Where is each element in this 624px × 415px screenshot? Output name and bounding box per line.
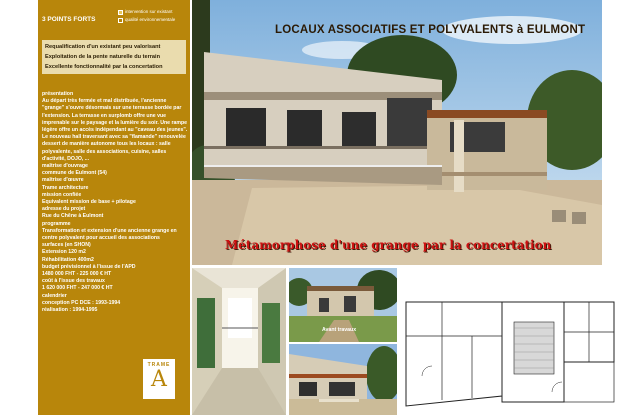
presentation-text: Au départ très fermée et mal distribuée, l'ancienne "grange" s'ouvre désormais sur une terrasse bordée par l'extension. La terrasse en surplomb offre une vue imprenable sur le paysage et la lumière du soir. Une rampe légère offre un accès indépendant au "caveau des jeunes". Le nouveau hall traversant avec sa "flamande" renouvelée dessert de manière autonome tous les locaux : salle polyvalente, salle des associations, cuisine, salles d'activité, DOJO, ... xyxy=(42,98,188,162)
legend-item-environment: qualité environnementale xyxy=(125,17,176,22)
schedule-label: calendrier xyxy=(42,292,67,299)
slogan: Métamorphose d'une grange par la concertation xyxy=(225,238,552,252)
interior-photo xyxy=(192,268,286,415)
logo-text: TRAME xyxy=(147,362,171,368)
key-points-heading: 3 POINTS FORTS xyxy=(42,16,96,23)
schedule-design: conception PC DCE : 1993-1994 xyxy=(42,299,121,306)
surface-rehab: Réhabilitation 400m2 xyxy=(42,256,94,263)
budget-label: budget prévisionnel à l'issue de l'APD xyxy=(42,263,136,270)
strengths-box xyxy=(42,40,186,74)
main-building-photo xyxy=(192,0,602,265)
surfaces-label: surfaces (en SHON) xyxy=(42,242,91,249)
project-details xyxy=(42,91,188,314)
logo-letter: A xyxy=(151,367,167,392)
mission-label: mission confiée xyxy=(42,191,82,198)
cost-label: coût à l'issue des travaux xyxy=(42,278,105,285)
checkbox-filled-icon xyxy=(118,10,123,15)
before-works-label: Avant travaux xyxy=(322,327,357,333)
schedule-build: réalisation : 1994-1995 xyxy=(42,307,98,314)
floor-plan xyxy=(402,296,620,412)
address-label: adresse du projet xyxy=(42,206,86,213)
client-value: commune de Eulmont (54) xyxy=(42,170,107,177)
program-label: programme xyxy=(42,220,71,227)
strength-item: Requalification d'un existant peu valorisant xyxy=(45,44,161,50)
legend xyxy=(118,8,175,24)
address-value: Rue du Chêne à Eulmont xyxy=(42,213,104,220)
surface-extension: Extension 120 m2 xyxy=(42,249,86,256)
page-title: LOCAUX ASSOCIATIFS ET POLYVALENTS à EULMONT xyxy=(275,24,586,36)
client-label: maîtrise d'ouvrage xyxy=(42,163,88,170)
checkbox-empty-icon xyxy=(118,18,123,23)
architect-label: maîtrise d'œuvre xyxy=(42,177,84,184)
info-sidebar xyxy=(38,0,190,415)
strength-item: Excellente fonctionnalité par la concertation xyxy=(45,64,163,70)
mission-value: Equivalent mission de base + pilotage xyxy=(42,199,136,206)
strength-item: Exploitation de la pente naturelle du terrain xyxy=(45,54,161,60)
cost-value: 1 620 000 FHT - 247 000 € HT xyxy=(42,285,113,292)
legend-item-existing: intervention sur existant xyxy=(125,9,173,14)
program-value: Transformation et extension d'une ancienne grange en centre polyvalent pour accueil des associations xyxy=(42,227,177,242)
budget-value: 1480 000 FHT - 225 000 € HT xyxy=(42,271,112,278)
trame-logo xyxy=(142,358,176,400)
architect-value: Trame architecture xyxy=(42,184,89,191)
after-works-photo xyxy=(289,344,397,415)
presentation-label: présentation xyxy=(42,91,74,97)
